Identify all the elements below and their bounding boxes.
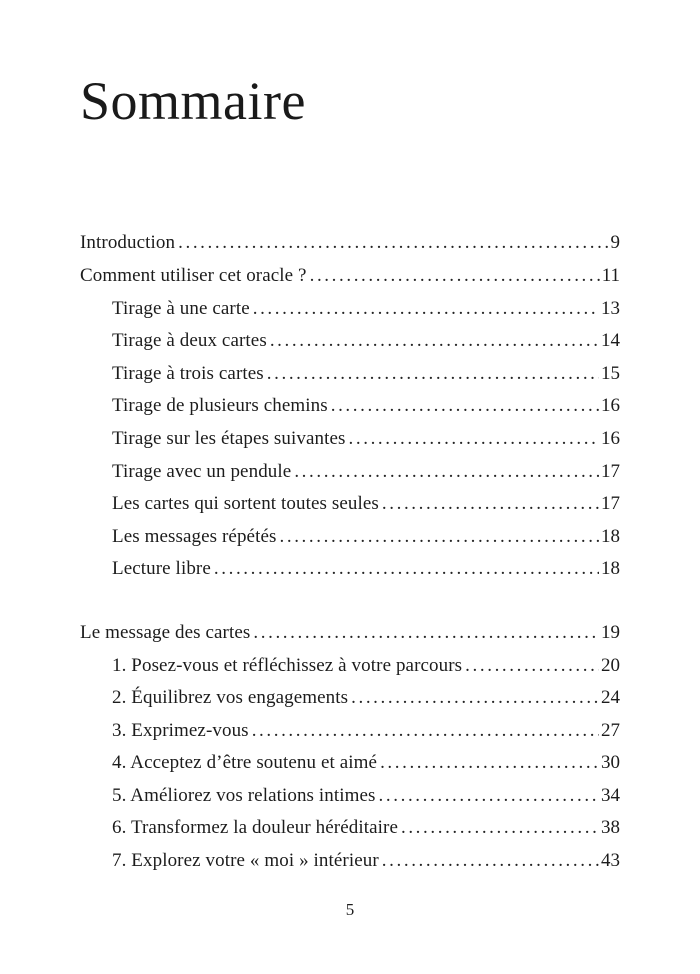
toc-entry-label: Tirage à trois cartes [112, 362, 264, 384]
toc-dot-leader [310, 260, 600, 293]
toc-entry-page: 18 [601, 525, 620, 547]
toc-entry-label: Les messages répétés [112, 525, 277, 547]
toc-entry [80, 390, 620, 423]
toc-entry-page: 15 [601, 362, 620, 384]
toc-entry-label: 5. Améliorez vos relations intimes [112, 784, 376, 806]
toc-dot-leader [382, 845, 599, 878]
toc-entry-label: Les cartes qui sortent toutes seules [112, 493, 379, 515]
toc-entry [80, 747, 620, 780]
toc-entry-page: 9 [610, 232, 620, 254]
toc-dot-leader [270, 325, 599, 358]
toc-dot-leader [253, 617, 599, 650]
toc-dot-leader [382, 488, 599, 521]
toc-entry-label: Introduction [80, 232, 176, 254]
toc-entry-page: 20 [601, 654, 620, 676]
toc-section [80, 227, 620, 586]
toc-entry [80, 780, 620, 813]
toc-entry-label: Tirage de plusieurs chemins [112, 395, 328, 417]
toc-entry-page: 16 [601, 427, 620, 449]
toc-entry-page: 34 [601, 784, 620, 806]
toc-dot-leader [214, 553, 599, 586]
toc-dot-leader [280, 521, 600, 554]
toc-entry-label: Tirage à une carte [112, 297, 250, 319]
toc-dot-leader [349, 423, 599, 456]
toc-entry-label: Le message des cartes [80, 621, 251, 643]
toc-entry-label: Tirage à deux cartes [112, 330, 267, 352]
toc-entry-page: 38 [601, 817, 620, 839]
toc-entry-page: 17 [601, 460, 620, 482]
toc-dot-leader [401, 812, 599, 845]
toc-dot-leader [178, 227, 608, 260]
toc-dot-leader [351, 682, 599, 715]
toc-entry [80, 325, 620, 358]
toc-dot-leader [267, 358, 599, 391]
toc-entry-page: 16 [601, 395, 620, 417]
toc-dot-leader [379, 780, 599, 813]
toc-entry-label: 1. Posez-vous et réfléchissez à votre parcours [112, 654, 463, 676]
toc-entry-label: 3. Exprimez-vous [112, 719, 249, 741]
toc-entry-page: 14 [601, 330, 620, 352]
toc-entry-label: 7. Explorez votre « moi » intérieur [112, 850, 379, 872]
toc-entry [80, 617, 620, 650]
toc-entry-page: 43 [601, 850, 620, 872]
toc-entry [80, 456, 620, 489]
toc-entry [80, 227, 620, 260]
toc-entry [80, 553, 620, 586]
page-title: Sommaire [80, 71, 306, 131]
toc-dot-leader [252, 715, 599, 748]
toc-entry [80, 358, 620, 391]
toc-entry [80, 521, 620, 554]
toc-entry-label: 2. Équilibrez vos engagements [112, 687, 349, 709]
toc-dot-leader [294, 456, 599, 489]
toc-entry-page: 13 [601, 297, 620, 319]
toc-entry-label: 4. Acceptez d’être soutenu et aimé [112, 752, 378, 774]
toc-entry-page: 19 [601, 621, 620, 643]
toc-entry-page: 27 [601, 719, 620, 741]
toc-entry-page: 30 [601, 752, 620, 774]
toc-entry [80, 845, 620, 878]
toc-entry-page: 24 [601, 687, 620, 709]
toc-entry [80, 682, 620, 715]
toc-entry-label: Tirage sur les étapes suivantes [112, 427, 346, 449]
toc-entry-label: Tirage avec un pendule [112, 460, 292, 482]
toc [80, 227, 620, 877]
toc-dot-leader [465, 650, 599, 683]
toc-entry-page: 18 [601, 558, 620, 580]
toc-entry [80, 488, 620, 521]
toc-entry-label: Comment utiliser cet oracle ? [80, 264, 307, 286]
toc-entry-label: 6. Transformez la douleur héréditaire [112, 817, 398, 839]
toc-entry-page: 17 [601, 493, 620, 515]
toc-section [80, 617, 620, 878]
toc-entry-label: Lecture libre [112, 558, 211, 580]
toc-entry [80, 293, 620, 326]
toc-entry [80, 423, 620, 456]
toc-entry-page: 11 [601, 264, 620, 286]
toc-entry [80, 812, 620, 845]
page-number: 5 [345, 900, 355, 919]
toc-dot-leader [253, 293, 599, 326]
toc-dot-leader [331, 390, 599, 423]
toc-dot-leader [380, 747, 599, 780]
toc-entry [80, 650, 620, 683]
toc-entry [80, 260, 620, 293]
toc-entry [80, 715, 620, 748]
